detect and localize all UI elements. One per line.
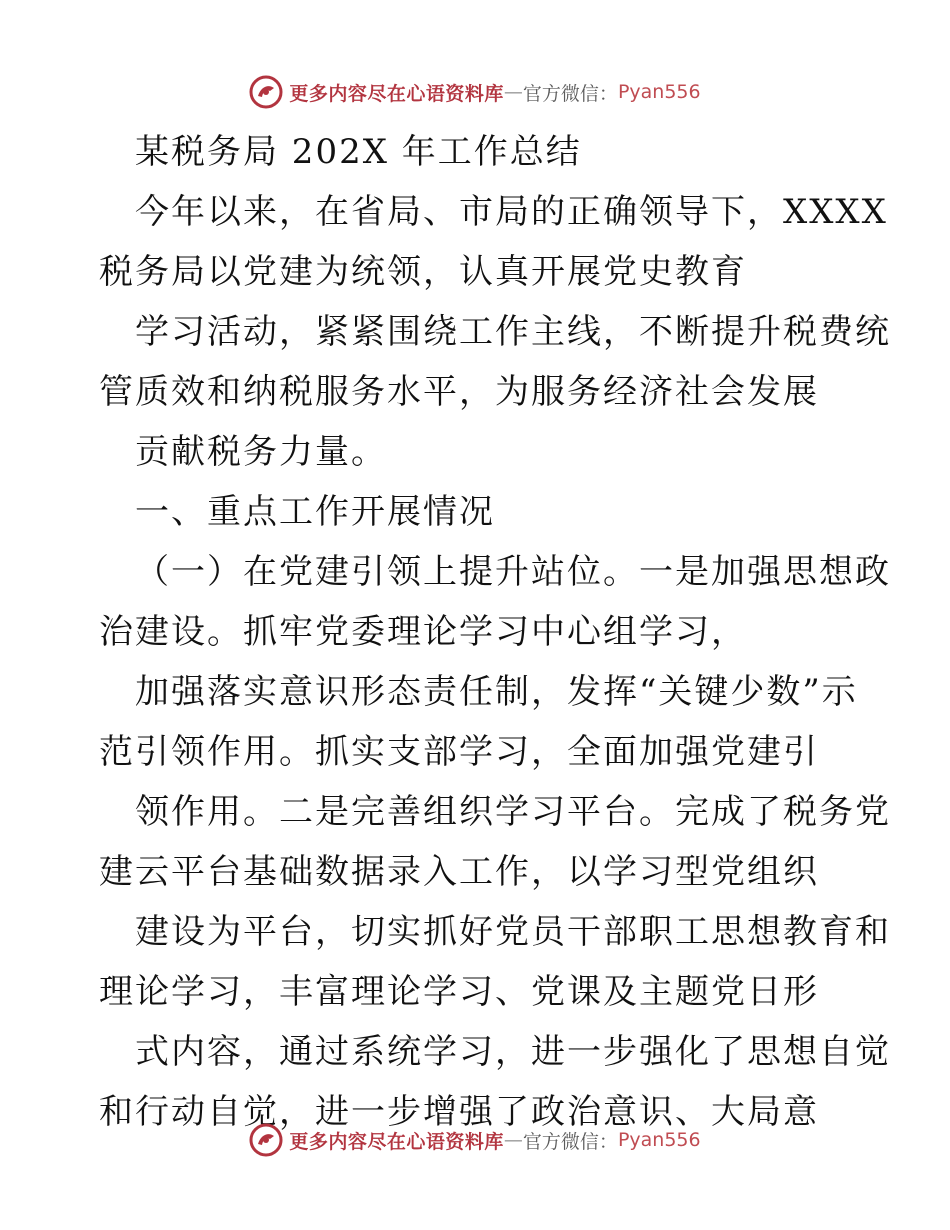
- text-line: 建设为平台，切实抓好党员干部职工思想教育和: [135, 912, 891, 952]
- text-line: 今年以来，在省局、市局的正确领导下，XXXX: [135, 192, 888, 232]
- document-body: [99, 122, 891, 1142]
- footer-watermark-banner: [0, 1120, 950, 1160]
- banner-separator: —: [503, 1129, 523, 1151]
- text-line: 学习活动，紧紧围绕工作主线，不断提升税费统: [135, 312, 891, 352]
- text-line: 税务局以党建为统领，认真开展党史教育: [99, 252, 747, 292]
- text-line: 建云平台基础数据录入工作，以学习型党组织: [99, 852, 819, 892]
- header-watermark-banner: [0, 72, 950, 112]
- banner-wechat-id: Pyan556: [617, 81, 701, 103]
- banner-wechat-label: 官方微信：: [522, 1130, 618, 1153]
- text-line: 一、重点工作开展情况: [135, 492, 495, 532]
- text-line: 加强落实意识形态责任制，发挥“关键少数”示: [135, 672, 858, 712]
- text-line: 式内容，通过系统学习，进一步强化了思想自觉: [135, 1032, 891, 1072]
- banner-separator: —: [503, 81, 523, 103]
- seal-logo-icon: [249, 1123, 283, 1157]
- text-line: 治建设。抓牢党委理论学习中心组学习，: [99, 612, 747, 652]
- seal-logo-icon: [249, 75, 283, 109]
- document-title: 某税务局 202X 年工作总结: [135, 132, 582, 172]
- text-line: 贡献税务力量。: [135, 432, 387, 472]
- text-line: 范引领作用。抓实支部学习，全面加强党建引: [99, 732, 819, 772]
- text-line: 领作用。二是完善组织学习平台。完成了税务党: [135, 792, 891, 832]
- text-line: 管质效和纳税服务水平，为服务经济社会发展: [99, 372, 819, 412]
- text-line: 理论学习，丰富理论学习、党课及主题党日形: [99, 972, 819, 1012]
- banner-brand-text: 更多内容尽在心语资料库: [289, 82, 504, 105]
- text-line: 和行动自觉，进一步增强了政治意识、大局意: [99, 1092, 819, 1132]
- banner-wechat-label: 官方微信：: [522, 82, 618, 105]
- banner-brand-text: 更多内容尽在心语资料库: [289, 1130, 504, 1153]
- text-line: （一）在党建引领上提升站位。一是加强思想政: [135, 552, 891, 592]
- banner-wechat-id: Pyan556: [617, 1129, 701, 1151]
